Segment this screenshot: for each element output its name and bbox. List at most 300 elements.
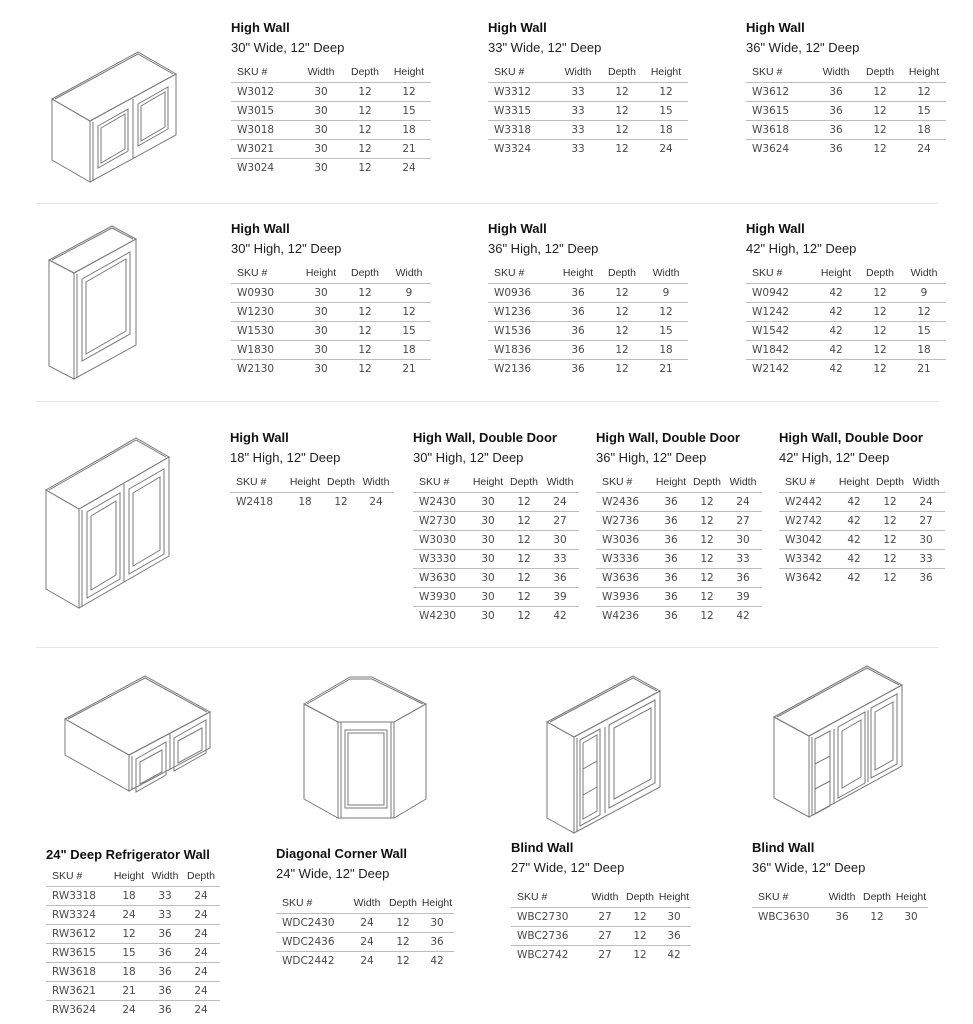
dimension-cell: 18 xyxy=(110,887,148,906)
dimension-cell: 12 xyxy=(396,955,410,967)
column-header-width: Width xyxy=(724,475,762,493)
dimension-cell: 36 xyxy=(664,610,678,622)
table-row xyxy=(46,887,220,906)
sku-cell: W3336 xyxy=(596,550,652,569)
sku-cell: W1830 xyxy=(231,341,299,360)
table-header-row xyxy=(488,65,688,83)
dimension-cell: 27 xyxy=(587,908,623,927)
dimension-cell: 42 xyxy=(430,955,444,967)
dimension-cell: 21 xyxy=(659,363,673,375)
column-header-width: Width xyxy=(148,869,182,887)
dimension-cell: 27 xyxy=(587,927,623,946)
table-row xyxy=(596,531,762,550)
sku-cell: W0930 xyxy=(231,284,299,303)
table-row xyxy=(779,550,945,569)
section-divider xyxy=(36,647,938,648)
table-row xyxy=(488,322,688,341)
dimension-cell: 36 xyxy=(652,493,690,512)
table-row xyxy=(413,512,579,531)
dimension-cell: 12 xyxy=(615,143,629,155)
dimension-cell: 36 xyxy=(148,944,182,963)
dimension-cell: 36 xyxy=(724,569,762,588)
dimension-cell: 12 xyxy=(690,588,724,607)
column-header-width: Width xyxy=(814,65,858,83)
dimension-cell: 24 xyxy=(907,493,945,512)
dimension-cell: 36 xyxy=(814,83,858,102)
product-dimensions-subtitle: 24" Wide, 12" Deep xyxy=(276,866,390,881)
product-spec-block xyxy=(488,20,688,158)
dimension-cell: 33 xyxy=(556,83,600,102)
dimension-cell: 30 xyxy=(299,303,343,322)
dimension-cell: 18 xyxy=(644,121,688,140)
dimension-cell: 12 xyxy=(507,550,541,569)
sku-cell: W2730 xyxy=(413,512,469,531)
diagonal-corner-wall-cabinet-icon xyxy=(302,672,434,822)
dimension-cell: 18 xyxy=(902,341,946,360)
sku-table xyxy=(746,266,946,378)
sku-cell: WDC2430 xyxy=(276,914,348,933)
dimension-cell: 18 xyxy=(298,496,312,508)
column-header-width: Width xyxy=(907,475,945,493)
sku-cell: W1242 xyxy=(746,303,814,322)
sku-table xyxy=(46,869,220,1019)
dimension-cell: 36 xyxy=(652,569,690,588)
table-row xyxy=(231,83,431,102)
dimension-cell: 42 xyxy=(835,531,873,550)
dimension-cell: 12 xyxy=(873,550,907,569)
dimension-cell: 30 xyxy=(314,162,328,174)
sku-cell: W3936 xyxy=(596,588,652,607)
dimension-cell: 12 xyxy=(858,102,902,121)
dimension-cell: 42 xyxy=(814,303,858,322)
dimension-cell: 42 xyxy=(829,363,843,375)
dimension-cell: 12 xyxy=(507,569,541,588)
sku-table xyxy=(230,475,394,511)
product-title: High Wall xyxy=(746,221,805,236)
dimension-cell: 36 xyxy=(420,933,454,952)
dimension-cell: 42 xyxy=(736,610,750,622)
dimension-cell: 12 xyxy=(110,925,148,944)
dimension-cell: 30 xyxy=(299,102,343,121)
dimension-cell: 18 xyxy=(110,963,148,982)
dimension-cell: 30 xyxy=(907,531,945,550)
dimension-cell: 24 xyxy=(182,944,220,963)
table-row xyxy=(746,83,946,102)
sku-cell: W3930 xyxy=(413,588,469,607)
sku-cell: WBC2736 xyxy=(511,927,587,946)
dimension-cell: 30 xyxy=(469,569,507,588)
table-row xyxy=(596,550,762,569)
dimension-cell: 12 xyxy=(883,572,897,584)
sku-cell: W2442 xyxy=(779,493,835,512)
refrigerator-wall-cabinet-icon xyxy=(62,674,212,794)
table-row xyxy=(413,550,579,569)
table-row xyxy=(511,908,691,927)
product-title: Blind Wall xyxy=(511,840,574,855)
product-spec-block xyxy=(231,20,431,177)
sku-cell: W2130 xyxy=(237,363,275,375)
dimension-cell: 12 xyxy=(600,303,644,322)
dimension-cell: 39 xyxy=(541,588,579,607)
table-row xyxy=(276,933,454,952)
sku-cell: W4230 xyxy=(419,610,457,622)
dimension-cell: 12 xyxy=(902,83,946,102)
dimension-cell: 12 xyxy=(858,303,902,322)
dimension-cell: 24 xyxy=(194,1004,208,1016)
product-spec-block xyxy=(752,840,928,926)
column-header-sku: SKU # xyxy=(231,65,299,83)
section-divider xyxy=(36,401,938,402)
dimension-cell: 36 xyxy=(919,572,933,584)
product-title: Diagonal Corner Wall xyxy=(276,846,407,861)
dimension-cell: 36 xyxy=(148,925,182,944)
product-dimensions-subtitle: 18" High, 12" Deep xyxy=(230,450,341,465)
table-row xyxy=(231,102,431,121)
sku-cell: W2142 xyxy=(752,363,790,375)
dimension-cell: 24 xyxy=(182,887,220,906)
table-row xyxy=(596,588,762,607)
dimension-cell: 30 xyxy=(724,531,762,550)
column-header-height: Height xyxy=(835,475,873,493)
dimension-cell: 12 xyxy=(858,121,902,140)
sku-cell: W0936 xyxy=(488,284,556,303)
dimension-cell: 21 xyxy=(402,363,416,375)
table-row xyxy=(46,1001,220,1020)
sku-cell: W2136 xyxy=(494,363,532,375)
table-row xyxy=(779,569,945,588)
product-dimensions-subtitle: 30" High, 12" Deep xyxy=(413,450,524,465)
dimension-cell: 12 xyxy=(600,102,644,121)
product-spec-block xyxy=(488,221,688,378)
dimension-cell: 12 xyxy=(600,341,644,360)
table-row xyxy=(746,360,946,379)
column-header-sku: SKU # xyxy=(746,266,814,284)
dimension-cell: 12 xyxy=(343,303,387,322)
table-header-row xyxy=(746,266,946,284)
table-row xyxy=(752,908,928,927)
dimension-cell: 42 xyxy=(835,493,873,512)
product-dimensions-subtitle: 42" High, 12" Deep xyxy=(746,241,857,256)
dimension-cell: 36 xyxy=(814,121,858,140)
product-dimensions-subtitle: 30" Wide, 12" Deep xyxy=(231,40,345,55)
dimension-cell: 12 xyxy=(358,363,372,375)
dimension-cell: 24 xyxy=(182,906,220,925)
sku-cell: W2736 xyxy=(596,512,652,531)
dimension-cell: 42 xyxy=(814,284,858,303)
table-row xyxy=(413,493,579,512)
dimension-cell: 15 xyxy=(902,322,946,341)
dimension-cell: 24 xyxy=(917,143,931,155)
table-header-row xyxy=(752,890,928,908)
table-row xyxy=(231,341,431,360)
sku-cell: W3012 xyxy=(231,83,299,102)
dimension-cell: 15 xyxy=(110,944,148,963)
sku-cell: W3330 xyxy=(413,550,469,569)
column-header-height: Height xyxy=(469,475,507,493)
dimension-cell: 12 xyxy=(507,588,541,607)
column-header-height: Height xyxy=(420,896,454,914)
column-header-width: Width xyxy=(541,475,579,493)
dimension-cell: 15 xyxy=(644,102,688,121)
blind-wall-cabinet-36-icon xyxy=(772,662,908,820)
column-header-sku: SKU # xyxy=(231,266,299,284)
table-row xyxy=(231,322,431,341)
column-header-height: Height xyxy=(299,266,343,284)
column-header-height: Height xyxy=(652,475,690,493)
sku-cell: W1230 xyxy=(231,303,299,322)
sku-table xyxy=(511,890,691,964)
dimension-cell: 30 xyxy=(299,284,343,303)
table-header-row xyxy=(779,475,945,493)
dimension-cell: 36 xyxy=(148,982,182,1001)
dimension-cell: 12 xyxy=(858,341,902,360)
dimension-cell: 36 xyxy=(158,1004,172,1016)
dimension-cell: 24 xyxy=(110,906,148,925)
dimension-cell: 18 xyxy=(387,121,431,140)
column-header-depth: Depth xyxy=(600,65,644,83)
dimension-cell: 36 xyxy=(556,322,600,341)
dimension-cell: 12 xyxy=(343,322,387,341)
sku-cell: W3030 xyxy=(413,531,469,550)
sku-cell: W3042 xyxy=(779,531,835,550)
dimension-cell: 27 xyxy=(724,512,762,531)
sku-cell: W3342 xyxy=(779,550,835,569)
dimension-cell: 9 xyxy=(644,284,688,303)
dimension-cell: 12 xyxy=(690,569,724,588)
dimension-cell: 30 xyxy=(420,914,454,933)
table-row xyxy=(746,322,946,341)
product-title: High Wall xyxy=(230,430,289,445)
product-spec-block xyxy=(746,20,946,158)
product-title: 24" Deep Refrigerator Wall xyxy=(46,847,210,862)
product-spec-block xyxy=(779,430,945,587)
table-row xyxy=(779,531,945,550)
table-row xyxy=(488,360,688,379)
sku-cell: W3624 xyxy=(752,143,790,155)
sku-cell: WDC2442 xyxy=(282,955,335,967)
dimension-cell: 36 xyxy=(835,911,849,923)
dimension-cell: 12 xyxy=(858,322,902,341)
product-dimensions-subtitle: 36" Wide, 12" Deep xyxy=(752,860,866,875)
sku-cell: W2418 xyxy=(236,496,274,508)
dimension-cell: 30 xyxy=(904,911,918,923)
product-dimensions-subtitle: 36" High, 12" Deep xyxy=(596,450,707,465)
dimension-cell: 24 xyxy=(122,1004,136,1016)
table-row xyxy=(488,140,688,159)
dimension-cell: 12 xyxy=(690,550,724,569)
table-row xyxy=(413,569,579,588)
dimension-cell: 12 xyxy=(690,531,724,550)
dimension-cell: 12 xyxy=(334,496,348,508)
column-header-depth: Depth xyxy=(623,890,657,908)
table-header-row xyxy=(231,266,431,284)
dimension-cell: 36 xyxy=(652,531,690,550)
column-header-sku: SKU # xyxy=(596,475,652,493)
dimension-cell: 12 xyxy=(633,949,647,961)
table-row xyxy=(596,493,762,512)
column-header-width: Width xyxy=(644,266,688,284)
column-header-width: Width xyxy=(348,896,386,914)
table-row xyxy=(276,914,454,933)
sku-cell: W3036 xyxy=(596,531,652,550)
sku-table xyxy=(413,475,579,625)
dimension-cell: 15 xyxy=(387,102,431,121)
sku-cell: W4236 xyxy=(602,610,640,622)
table-row xyxy=(46,944,220,963)
dimension-cell: 12 xyxy=(343,284,387,303)
dimension-cell: 12 xyxy=(358,162,372,174)
dimension-cell: 36 xyxy=(556,341,600,360)
table-row xyxy=(488,303,688,322)
dimension-cell: 9 xyxy=(387,284,431,303)
blind-wall-cabinet-27-icon xyxy=(545,670,665,835)
dimension-cell: 12 xyxy=(690,512,724,531)
dimension-cell: 36 xyxy=(556,284,600,303)
dimension-cell: 42 xyxy=(835,512,873,531)
dimension-cell: 33 xyxy=(571,143,585,155)
table-header-row xyxy=(231,65,431,83)
dimension-cell: 12 xyxy=(858,83,902,102)
sku-table xyxy=(276,896,454,970)
product-title: Blind Wall xyxy=(752,840,815,855)
table-row xyxy=(488,102,688,121)
dimension-cell: 15 xyxy=(902,102,946,121)
dimension-cell: 12 xyxy=(600,83,644,102)
sku-cell: RW3618 xyxy=(46,963,110,982)
dimension-cell: 42 xyxy=(847,572,861,584)
dimension-cell: 24 xyxy=(348,914,386,933)
column-header-depth: Depth xyxy=(343,65,387,83)
dimension-cell: 30 xyxy=(541,531,579,550)
dimension-cell: 24 xyxy=(724,493,762,512)
dimension-cell: 12 xyxy=(623,908,657,927)
column-header-depth: Depth xyxy=(600,266,644,284)
dimension-cell: 12 xyxy=(343,140,387,159)
sku-table xyxy=(231,266,431,378)
product-spec-block xyxy=(231,221,431,378)
column-header-width: Width xyxy=(387,266,431,284)
sku-table xyxy=(779,475,945,587)
dimension-cell: 12 xyxy=(873,143,887,155)
dimension-cell: 24 xyxy=(182,963,220,982)
dimension-cell: 33 xyxy=(148,906,182,925)
product-spec-block xyxy=(413,430,579,625)
dimension-cell: 42 xyxy=(835,550,873,569)
dimension-cell: 12 xyxy=(615,363,629,375)
column-header-depth: Depth xyxy=(858,266,902,284)
table-row xyxy=(231,284,431,303)
table-row xyxy=(596,512,762,531)
dimension-cell: 21 xyxy=(387,140,431,159)
dimension-cell: 30 xyxy=(481,610,495,622)
table-row xyxy=(746,102,946,121)
product-spec-block xyxy=(46,847,220,1019)
sku-cell: W3618 xyxy=(746,121,814,140)
sku-cell: W3018 xyxy=(231,121,299,140)
sku-cell: W1536 xyxy=(488,322,556,341)
table-row xyxy=(276,952,454,971)
dimension-cell: 30 xyxy=(299,83,343,102)
dimension-cell: 30 xyxy=(469,588,507,607)
dimension-cell: 12 xyxy=(600,121,644,140)
dimension-cell: 12 xyxy=(870,911,884,923)
section-divider xyxy=(36,203,938,204)
sku-cell: W2742 xyxy=(779,512,835,531)
table-row xyxy=(413,607,579,626)
dimension-cell: 27 xyxy=(907,512,945,531)
sku-cell: WBC3630 xyxy=(758,911,810,923)
sku-cell: W3315 xyxy=(488,102,556,121)
column-header-depth: Depth xyxy=(873,475,907,493)
wall-cabinet-double-door-tall-icon xyxy=(44,432,174,612)
sku-cell: W1836 xyxy=(488,341,556,360)
table-header-row xyxy=(511,890,691,908)
dimension-cell: 12 xyxy=(690,493,724,512)
dimension-cell: 15 xyxy=(387,322,431,341)
dimension-cell: 24 xyxy=(348,933,386,952)
dimension-cell: 12 xyxy=(386,914,420,933)
product-spec-block xyxy=(511,840,691,964)
column-header-sku: SKU # xyxy=(511,890,587,908)
column-header-width: Width xyxy=(358,475,394,493)
dimension-cell: 30 xyxy=(469,493,507,512)
dimension-cell: 12 xyxy=(507,531,541,550)
dimension-cell: 30 xyxy=(299,322,343,341)
column-header-depth: Depth xyxy=(324,475,358,493)
sku-table xyxy=(752,890,928,926)
table-header-row xyxy=(413,475,579,493)
table-row xyxy=(596,569,762,588)
column-header-width: Width xyxy=(587,890,623,908)
wall-cabinet-double-door-wide-icon xyxy=(48,46,183,186)
table-row xyxy=(779,493,945,512)
dimension-cell: 24 xyxy=(402,162,416,174)
dimension-cell: 12 xyxy=(873,531,907,550)
column-header-width: Width xyxy=(902,266,946,284)
sku-cell: WBC2742 xyxy=(517,949,569,961)
dimension-cell: 24 xyxy=(541,493,579,512)
sku-cell: W3312 xyxy=(488,83,556,102)
dimension-cell: 12 xyxy=(386,933,420,952)
dimension-cell: 30 xyxy=(469,550,507,569)
sku-cell: W0942 xyxy=(746,284,814,303)
table-row xyxy=(231,121,431,140)
sku-cell: W3636 xyxy=(596,569,652,588)
column-header-sku: SKU # xyxy=(488,65,556,83)
dimension-cell: 12 xyxy=(507,493,541,512)
dimension-cell: 12 xyxy=(343,341,387,360)
table-row xyxy=(746,341,946,360)
column-header-height: Height xyxy=(286,475,324,493)
dimension-cell: 24 xyxy=(182,982,220,1001)
dimension-cell: 12 xyxy=(700,610,714,622)
column-header-depth: Depth xyxy=(507,475,541,493)
dimension-cell: 36 xyxy=(652,550,690,569)
product-spec-block xyxy=(746,221,946,378)
sku-table xyxy=(596,475,762,625)
dimension-cell: 36 xyxy=(571,363,585,375)
table-row xyxy=(779,512,945,531)
dimension-cell: 12 xyxy=(343,121,387,140)
column-header-sku: SKU # xyxy=(746,65,814,83)
dimension-cell: 12 xyxy=(623,927,657,946)
column-header-width: Width xyxy=(824,890,860,908)
dimension-cell: 42 xyxy=(667,949,681,961)
column-header-sku: SKU # xyxy=(488,266,556,284)
dimension-cell: 42 xyxy=(814,341,858,360)
dimension-cell: 12 xyxy=(644,83,688,102)
dimension-cell: 27 xyxy=(541,512,579,531)
